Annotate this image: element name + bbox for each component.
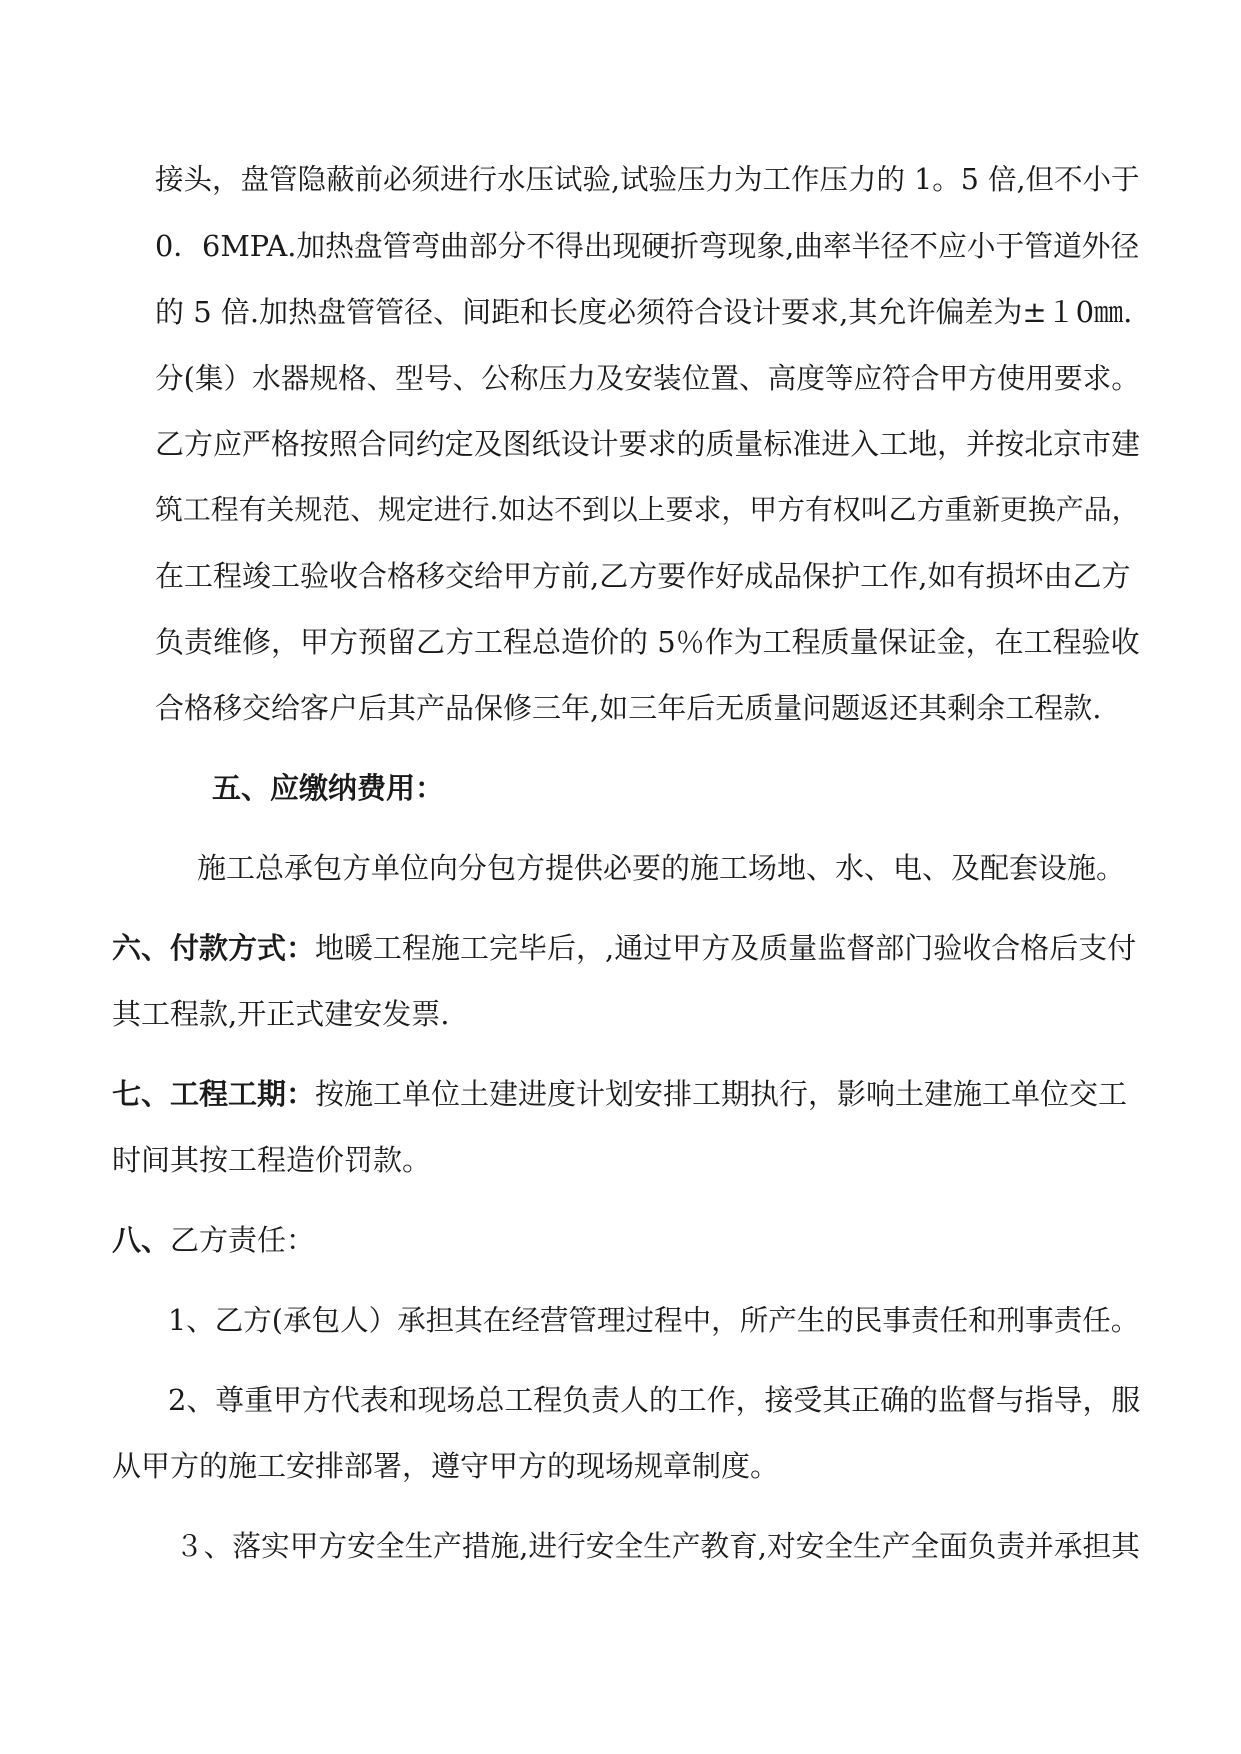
section-8-heading-rest: 乙方责任： bbox=[170, 1223, 316, 1257]
section-7-text-1: 按施工单位土建进度计划安排工期执行，影响土建施工单位交工 bbox=[315, 1077, 1128, 1111]
section-8-item-2-line-1: 2、尊重甲方代表和现场总工程负责人的工作，接受其正确的监督与指导，服 bbox=[168, 1383, 1141, 1417]
section-8-item-1: 1、乙方(承包人）承担其在经营管理过程中，所产生的民事责任和刑事责任。 bbox=[168, 1303, 1140, 1337]
quality-line-7: 在工程竣工验收合格移交给甲方前,乙方要作好成品保护工作,如有损坏由乙方 bbox=[155, 559, 1131, 593]
section-5-body: 施工总承包方单位向分包方提供必要的施工场地、水、电、及配套设施。 bbox=[197, 851, 1126, 885]
quality-line-8: 负责维修，甲方预留乙方工程总造价的 5％作为工程质量保证金，在工程验收 bbox=[155, 625, 1140, 659]
section-6-line-1 bbox=[112, 928, 1136, 968]
section-7-line-2: 时间其按工程造价罚款。 bbox=[112, 1143, 432, 1177]
quality-line-1: 接头，盘管隐蔽前必须进行水压试验,试验压力为工作压力的 1。5 倍,但不小于 bbox=[155, 163, 1140, 196]
quality-line-3: 的 5 倍.加热盘管管径、间距和长度必须符合设计要求,其允许偏差为±１0㎜. bbox=[155, 295, 1133, 329]
section-7-line-1 bbox=[112, 1074, 1127, 1114]
quality-line-5: 乙方应严格按照合同约定及图纸设计要求的质量标准进入工地，并按北京市建 bbox=[155, 427, 1140, 461]
section-6-line-2: 其工程款,开正式建安发票. bbox=[112, 997, 450, 1031]
quality-line-6: 筑工程有关规范、规定进行.如达不到以上要求，甲方有权叫乙方重新更换产品， bbox=[155, 493, 1140, 526]
section-7-heading: 七、工程工期： bbox=[112, 1077, 316, 1111]
section-6-text-1: 地暖工程施工完毕后，,通过甲方及质量监督部门验收合格后支付 bbox=[315, 931, 1137, 965]
section-8-item-2-line-2: 从甲方的施工安排部署，遵守甲方的现场规章制度。 bbox=[112, 1449, 780, 1483]
quality-line-9: 合格移交给客户后其产品保修三年,如三年后无质量问题返还其剩余工程款. bbox=[155, 691, 1102, 725]
quality-line-2: 0．6MPA.加热盘管弯曲部分不得出现硬折弯现象,曲率半径不应小于管道外径 bbox=[155, 229, 1140, 263]
section-5-heading: 五、应缴纳费用： bbox=[212, 771, 445, 805]
quality-line-4: 分(集）水器规格、型号、公称压力及安装位置、高度等应符合甲方使用要求。 bbox=[155, 361, 1140, 395]
section-8-heading-line bbox=[112, 1220, 315, 1260]
section-8-item-3: ３、落实甲方安全生产措施,进行安全生产教育,对安全生产全面负责并承担其 bbox=[175, 1529, 1140, 1563]
section-6-heading: 六、付款方式： bbox=[112, 931, 316, 965]
section-8-heading: 八、 bbox=[112, 1223, 171, 1257]
